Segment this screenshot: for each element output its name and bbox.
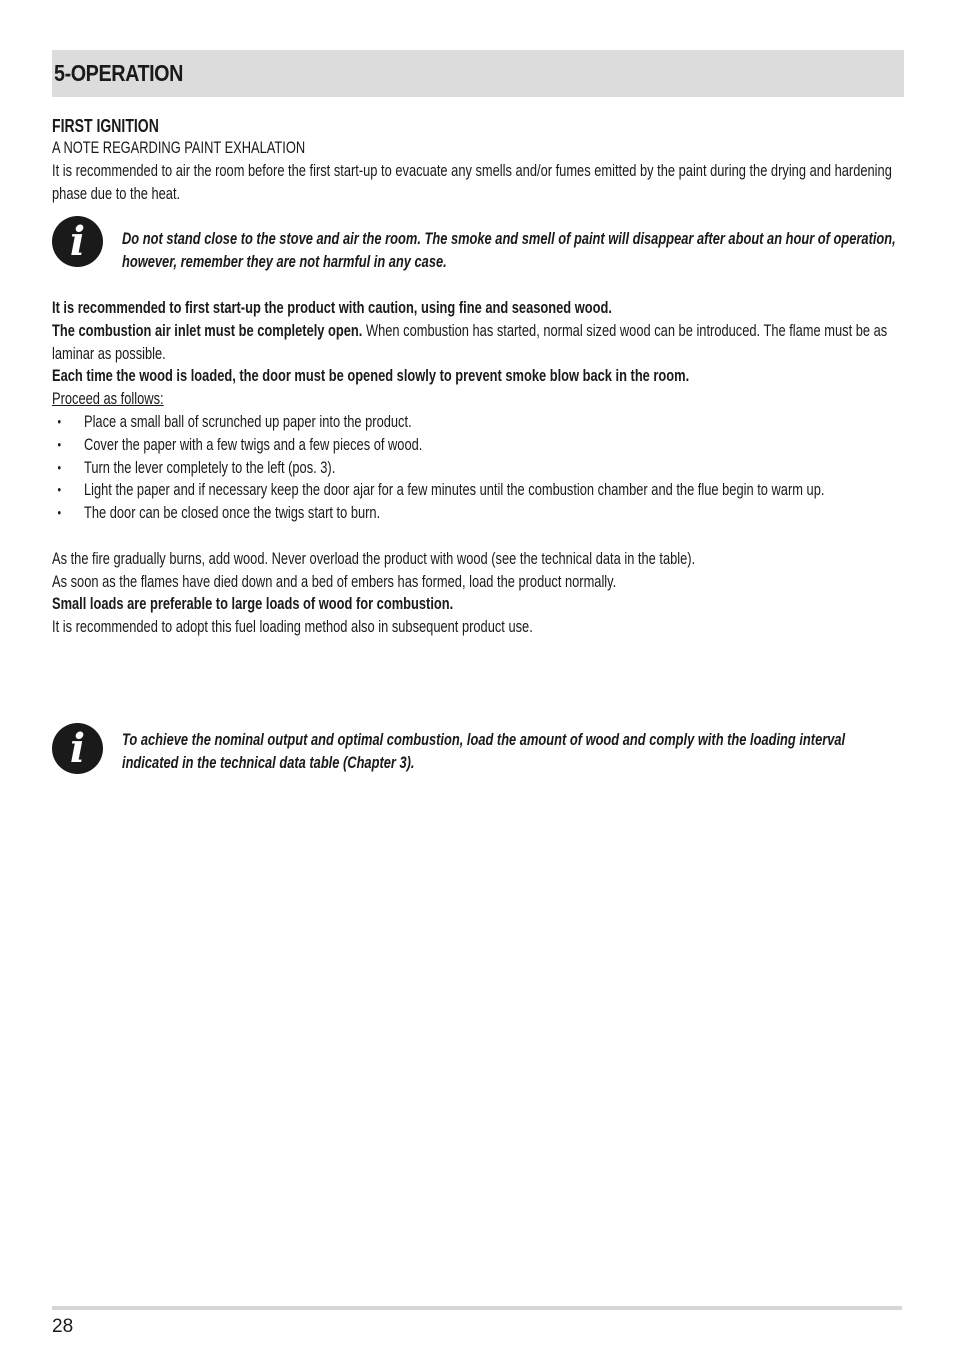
page-number: 28 bbox=[52, 1316, 74, 1337]
info-icon-glyph: i bbox=[69, 218, 86, 265]
proceed-label: Proceed as follows: bbox=[52, 390, 164, 409]
list-item: • Light the paper and if necessary keep the door ajar for a few minutes until the combustion chamber and the flue begin to warm up. bbox=[52, 479, 904, 502]
paint-exhalation-subheading: A NOTE REGARDING PAINT EXHALATION bbox=[52, 139, 306, 157]
list-item: • Cover the paper with a few twigs and a few pieces of wood. bbox=[52, 434, 904, 457]
air-inlet-bold: The combustion air inlet must be completely open. bbox=[52, 321, 363, 340]
info-icon-glyph: i bbox=[69, 725, 86, 772]
info-note-paint-smoke bbox=[122, 228, 904, 274]
caution-paragraph: It is recommended to first start-up the product with caution, using fine and seasoned wood. bbox=[52, 299, 612, 317]
air-inlet-rest: When combustion has started, normal sized wood can be introduced. The flame must be as laminar as possible. bbox=[52, 321, 888, 363]
ignition-instructions bbox=[52, 297, 904, 639]
steps-list bbox=[52, 411, 904, 525]
info-note-text: To achieve the nominal output and optimal combustion, load the amount of wood and comply with the loading interval indicated in the technical data table (Chapter 3). bbox=[122, 731, 846, 772]
air-inlet-paragraph bbox=[52, 320, 904, 366]
footer-divider bbox=[52, 1306, 902, 1310]
subsequent-use-paragraph: It is recommended to adopt this fuel loading method also in subsequent product use. bbox=[52, 618, 533, 637]
list-item: • The door can be closed once the twigs start to burn. bbox=[52, 502, 904, 525]
info-icon bbox=[52, 216, 103, 267]
info-note-text: Do not stand close to the stove and air the room. The smoke and smell of paint will disappear after about an hour of operation, however, remember they are not harmful in any case. bbox=[122, 230, 896, 271]
list-item: • Turn the lever completely to the left (pos. 3). bbox=[52, 457, 904, 480]
first-ignition-heading: FIRST IGNITION bbox=[52, 116, 159, 136]
first-ignition-section bbox=[52, 115, 904, 205]
list-item: • Place a small ball of scrunched up paper into the product. bbox=[52, 411, 904, 434]
door-warning-paragraph: Each time the wood is loaded, the door must be opened slowly to prevent smoke blow back in the room. bbox=[52, 367, 690, 386]
embers-paragraph: As soon as the flames have died down and a bed of embers has formed, load the product normally. bbox=[52, 572, 617, 591]
small-loads-paragraph: Small loads are preferable to large loads of wood for combustion. bbox=[52, 595, 454, 614]
section-title: 5-OPERATION bbox=[54, 60, 183, 86]
section-header-bar bbox=[52, 50, 904, 97]
paint-exhalation-intro: It is recommended to air the room before the first start-up to evacuate any smells and/or fumes emitted by the paint during the drying and hardening phase due to the heat. bbox=[52, 161, 892, 203]
info-icon bbox=[52, 723, 103, 774]
add-wood-paragraph: As the fire gradually burns, add wood. Never overload the product with wood (see the technical data in the table). bbox=[52, 549, 696, 568]
info-note-nominal-output bbox=[122, 729, 904, 775]
